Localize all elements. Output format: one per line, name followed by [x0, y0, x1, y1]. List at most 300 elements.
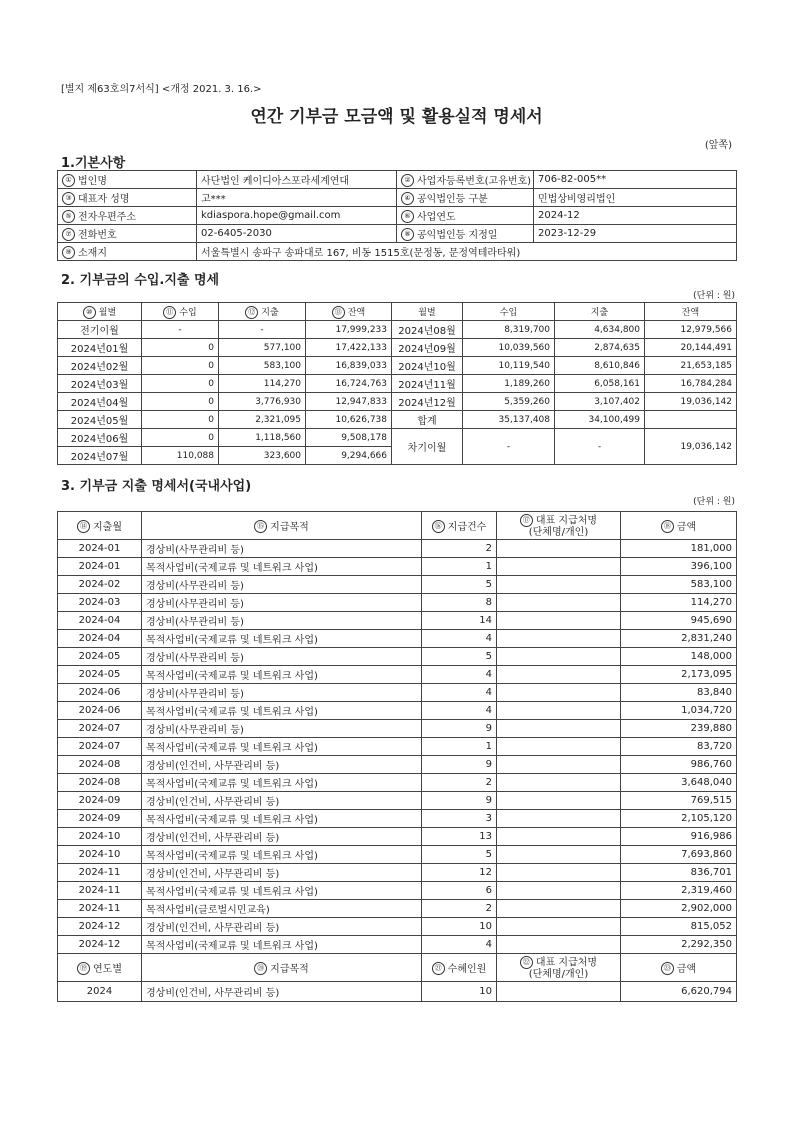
table-row — [58, 720, 737, 738]
cell-text: 2024년05월 — [70, 416, 129, 427]
table-cell — [463, 339, 555, 357]
table-cell — [422, 882, 497, 900]
cell-text: 239,880 — [690, 723, 732, 734]
cell-text: 2,105,120 — [681, 813, 732, 824]
info-row — [58, 189, 737, 207]
cell-text: 16,724,763 — [335, 378, 387, 389]
table-row — [58, 576, 737, 594]
table-cell — [142, 882, 422, 900]
table-cell — [58, 864, 142, 882]
cell-text: 4 — [485, 669, 492, 680]
cell-text: 2024-11 — [78, 867, 121, 878]
table-cell — [58, 393, 142, 411]
column-header — [58, 303, 142, 321]
cell-text: 0 — [208, 414, 214, 425]
cell-text: 83,720 — [697, 741, 732, 752]
info-value — [534, 189, 737, 207]
table-cell — [58, 594, 142, 612]
info-label — [397, 189, 534, 207]
table-cell — [142, 846, 422, 864]
table-cell — [497, 576, 621, 594]
item-number-badge: ⑧ — [401, 228, 414, 241]
table-cell — [58, 666, 142, 684]
cell-text: 396,100 — [690, 561, 732, 572]
cell-text: 2024-05 — [78, 651, 121, 662]
cell-text: 17,999,233 — [335, 324, 387, 335]
form-number: [별지 제63호의7서식] <개정 2021. 3. 16.> — [61, 84, 262, 95]
table-cell — [422, 684, 497, 702]
cell-text: - — [597, 441, 602, 452]
table-cell — [497, 630, 621, 648]
cell-text: 민법상비영리법인 — [538, 194, 616, 205]
table-header-row — [58, 303, 737, 321]
table-cell — [497, 666, 621, 684]
cell-text: 6 — [485, 885, 492, 896]
table-cell — [463, 357, 555, 375]
table-cell — [621, 630, 737, 648]
table-cell — [497, 882, 621, 900]
table-cell — [58, 882, 142, 900]
info-label — [397, 225, 534, 243]
table-cell — [621, 936, 737, 954]
table-cell — [58, 648, 142, 666]
cell-text: 945,690 — [690, 615, 732, 626]
cell-text: 사단법인 케이디아스포라세계연대 — [201, 176, 350, 187]
table-cell — [497, 594, 621, 612]
table-cell — [621, 792, 737, 810]
cell-text: 2024-12 — [78, 939, 121, 950]
cell-text: 목적사업비(국제교류 및 네트워크 사업) — [146, 635, 318, 646]
info-label — [58, 225, 197, 243]
cell-text: 2024-11 — [78, 903, 121, 914]
cell-text: 2,292,350 — [681, 939, 732, 950]
table-cell — [58, 774, 142, 792]
cell-text: 8 — [485, 597, 492, 608]
column-header — [497, 512, 621, 540]
cell-text: 2024-08 — [78, 777, 121, 788]
cell-text: 20,144,491 — [680, 342, 732, 353]
cell-text: 3,648,040 — [681, 777, 732, 788]
table-cell — [621, 720, 737, 738]
cell-text: 2024-01 — [78, 561, 121, 572]
table-cell — [58, 982, 142, 1002]
table-cell — [621, 684, 737, 702]
table-row — [58, 375, 737, 393]
cell-text: 지급건수 — [447, 521, 487, 533]
table-cell — [58, 540, 142, 558]
table-cell — [219, 339, 306, 357]
section2-unit: (단위 : 원) — [693, 291, 735, 301]
table-cell — [463, 375, 555, 393]
cell-text: 8,319,700 — [504, 324, 550, 335]
table-cell — [463, 321, 555, 339]
cell-text: 83,840 — [697, 687, 732, 698]
cell-text: 8,610,846 — [594, 360, 640, 371]
table-cell — [422, 810, 497, 828]
column-header — [555, 303, 645, 321]
table-cell — [58, 429, 142, 447]
section2-heading: 2. 기부금의 수입.지출 명세 — [61, 273, 220, 288]
cell-text: 3,776,930 — [255, 396, 301, 407]
table-row — [58, 702, 737, 720]
table-cell — [621, 594, 737, 612]
table-cell — [497, 810, 621, 828]
table-cell — [392, 339, 463, 357]
item-number-badge: ⑬ — [332, 306, 345, 319]
table-cell — [392, 321, 463, 339]
table-cell — [142, 918, 422, 936]
cell-text: 3 — [485, 813, 492, 824]
table-cell — [142, 558, 422, 576]
info-label — [58, 171, 197, 189]
cell-text: 경상비(사무관리비 등) — [146, 617, 244, 628]
cell-subtext: (단체명/개인) — [528, 968, 589, 980]
cell-text: 전자우편주소 — [78, 211, 136, 223]
info-value — [197, 171, 397, 189]
cell-text: 목적사업비(글로벌시민교육) — [146, 905, 270, 916]
address-row — [58, 243, 737, 261]
income-expense-table — [57, 302, 737, 465]
cell-text: 2024-10 — [78, 831, 121, 842]
cell-text: 수입 — [499, 308, 518, 318]
column-header — [58, 512, 142, 540]
cell-text: 4 — [485, 633, 492, 644]
table-cell — [58, 702, 142, 720]
cell-text: 목적사업비(국제교류 및 네트워크 사업) — [146, 941, 318, 952]
table-cell — [555, 411, 645, 429]
table-cell — [422, 720, 497, 738]
table-cell — [422, 936, 497, 954]
cell-text: 34,100,499 — [588, 414, 640, 425]
table-cell — [422, 900, 497, 918]
table-cell — [142, 594, 422, 612]
column-header — [392, 303, 463, 321]
cell-text: 0 — [208, 396, 214, 407]
table-cell — [555, 375, 645, 393]
cell-text: 금액 — [676, 521, 697, 533]
cell-text: 목적사업비(국제교류 및 네트워크 사업) — [146, 815, 318, 826]
cell-text: 1,034,720 — [681, 705, 732, 716]
table-cell — [422, 774, 497, 792]
cell-text: 지출 — [590, 308, 609, 318]
cell-text: 6,620,794 — [681, 986, 732, 997]
table-cell — [621, 702, 737, 720]
table-header-row — [58, 512, 737, 540]
info-value — [197, 243, 737, 261]
cell-text: 전기이월 — [80, 326, 119, 337]
table-row — [58, 738, 737, 756]
table-cell — [219, 321, 306, 339]
table-cell — [422, 630, 497, 648]
page-side: (앞쪽) — [704, 140, 732, 151]
table-cell — [621, 846, 737, 864]
table-cell — [621, 666, 737, 684]
item-number-badge: ⑪ — [163, 306, 176, 319]
table-cell — [142, 411, 219, 429]
cell-text: 2024-09 — [78, 813, 121, 824]
cell-text: 17,422,133 — [335, 342, 387, 353]
cell-text: 12,947,833 — [335, 396, 387, 407]
cell-text: 대표 지급처명 — [535, 957, 598, 968]
table-row — [58, 918, 737, 936]
cell-text: 4 — [485, 939, 492, 950]
table-cell — [58, 411, 142, 429]
table-cell — [306, 447, 392, 465]
table-cell — [392, 357, 463, 375]
table-cell — [219, 393, 306, 411]
cell-text: 2024-07 — [78, 723, 121, 734]
table-cell — [58, 321, 142, 339]
cell-text: 경상비(사무관리비 등) — [146, 599, 244, 610]
cell-text: 9 — [485, 759, 492, 770]
cell-text: 5 — [485, 579, 492, 590]
table-cell — [306, 411, 392, 429]
table-cell — [621, 648, 737, 666]
item-number-badge: ㉒ — [520, 956, 533, 969]
cell-text: 경상비(사무관리비 등) — [146, 653, 244, 664]
table-row — [58, 648, 737, 666]
cell-text: 2024년07월 — [70, 452, 129, 463]
cell-text: 10 — [479, 921, 492, 932]
table-cell — [142, 720, 422, 738]
cell-text: 35,137,408 — [498, 414, 550, 425]
cell-text: 공익법인등 지정일 — [417, 229, 498, 241]
expenditure-table — [57, 511, 737, 1002]
table-cell — [58, 900, 142, 918]
cell-text: kdiaspora.hope@gmail.com — [201, 210, 341, 221]
table-cell — [422, 576, 497, 594]
table-cell — [142, 429, 219, 447]
cell-text: 5 — [485, 651, 492, 662]
cell-text: 9 — [485, 723, 492, 734]
cell-text: 경상비(인건비, 사무관리비 등) — [146, 923, 280, 934]
cell-text: 경상비(사무관리비 등) — [146, 545, 244, 556]
item-number-badge: ⑫ — [245, 306, 258, 319]
table-cell — [142, 900, 422, 918]
table-cell — [142, 357, 219, 375]
page-title: 연간 기부금 모금액 및 활용실적 명세서 — [250, 107, 543, 127]
table-cell — [621, 774, 737, 792]
table-cell — [142, 648, 422, 666]
table-cell — [58, 612, 142, 630]
table-cell — [306, 393, 392, 411]
table-cell — [58, 756, 142, 774]
cell-text: 10 — [479, 986, 492, 997]
cell-text: 9,294,666 — [341, 450, 387, 461]
table-cell — [555, 339, 645, 357]
table-cell — [142, 630, 422, 648]
cell-text: 19,036,142 — [680, 396, 732, 407]
table-row — [58, 594, 737, 612]
table-cell — [645, 321, 737, 339]
cell-text: - — [260, 324, 264, 335]
cell-text: 목적사업비(국제교류 및 네트워크 사업) — [146, 779, 318, 790]
table-row — [58, 540, 737, 558]
table-cell — [621, 982, 737, 1002]
table-cell — [219, 375, 306, 393]
cell-text: 4 — [485, 687, 492, 698]
cell-text: 2024-09 — [78, 795, 121, 806]
table-cell — [58, 810, 142, 828]
cell-text: 16,784,284 — [680, 378, 732, 389]
column-header — [306, 303, 392, 321]
table-cell — [58, 918, 142, 936]
table-cell — [621, 576, 737, 594]
cell-text: 2024-05 — [78, 669, 121, 680]
cell-text: 수입 — [179, 307, 197, 318]
table-cell — [463, 429, 555, 465]
table-cell — [497, 846, 621, 864]
cell-text: 0 — [208, 360, 214, 371]
cell-text: 986,760 — [690, 759, 732, 770]
info-row — [58, 207, 737, 225]
cell-text: 지출월 — [93, 521, 122, 533]
info-label — [58, 243, 197, 261]
table-cell — [392, 375, 463, 393]
item-number-badge: ③ — [62, 192, 75, 205]
cell-text: 지출 — [261, 307, 279, 318]
cell-text: 02-6405-2030 — [201, 228, 272, 239]
cell-text: - — [506, 441, 511, 452]
info-label — [58, 189, 197, 207]
cell-text: 916,986 — [690, 831, 732, 842]
cell-text: 서울특별시 송파구 송파대로 167, 비동 1515호(문정동, 문정역테라타워) — [201, 248, 521, 259]
cell-text: 차기이월 — [407, 443, 447, 454]
cell-text: 2024-03 — [78, 597, 121, 608]
table-cell — [463, 393, 555, 411]
cell-text: 10,119,540 — [498, 360, 550, 371]
table-cell — [142, 684, 422, 702]
table-row — [58, 828, 737, 846]
cell-text: 2024년08월 — [398, 326, 456, 337]
table-cell — [497, 864, 621, 882]
cell-text: 잔액 — [347, 307, 366, 318]
cell-text: 연도별 — [93, 963, 122, 975]
cell-text: 13 — [479, 831, 492, 842]
item-number-badge: ⑲ — [77, 962, 90, 975]
table-row — [58, 321, 737, 339]
info-label — [397, 171, 534, 189]
cell-text: 14 — [479, 615, 492, 626]
cell-text: 12,979,566 — [680, 324, 732, 335]
cell-text: 114,270 — [690, 597, 732, 608]
table-row — [58, 900, 737, 918]
table-cell — [142, 982, 422, 1002]
cell-text: 월별 — [98, 307, 117, 318]
cell-text: 금액 — [676, 963, 697, 975]
table-cell — [219, 447, 306, 465]
item-number-badge: ⑳ — [254, 962, 267, 975]
table-cell — [142, 774, 422, 792]
table-cell — [621, 540, 737, 558]
table-row — [58, 357, 737, 375]
table-cell — [142, 321, 219, 339]
table-cell — [497, 936, 621, 954]
cell-text: 577,100 — [263, 342, 301, 353]
table-cell — [621, 738, 737, 756]
table-cell — [645, 357, 737, 375]
table-row — [58, 846, 737, 864]
cell-text: 수혜인원 — [447, 963, 487, 975]
cell-text: 10,039,560 — [498, 342, 550, 353]
item-number-badge: ② — [401, 174, 414, 187]
table-cell — [422, 828, 497, 846]
table-cell — [645, 411, 737, 429]
cell-text: 2,321,095 — [255, 414, 301, 425]
table-cell — [621, 864, 737, 882]
table-cell — [58, 738, 142, 756]
table-cell — [142, 936, 422, 954]
table-cell — [142, 864, 422, 882]
table-cell — [142, 375, 219, 393]
table-cell — [555, 357, 645, 375]
cell-text: 2024-01 — [78, 543, 121, 554]
cell-text: 323,600 — [263, 450, 301, 461]
info-label — [58, 207, 197, 225]
cell-text: 2024-11 — [78, 885, 121, 896]
table-cell — [58, 339, 142, 357]
cell-text: 2023-12-29 — [538, 228, 597, 239]
table-cell — [422, 756, 497, 774]
table-cell — [142, 576, 422, 594]
cell-text: 148,000 — [690, 651, 732, 662]
cell-text: 2024년11월 — [398, 380, 456, 391]
table-cell — [645, 429, 737, 465]
table-cell — [422, 792, 497, 810]
item-number-badge: ⑱ — [661, 520, 674, 533]
cell-text: 5,359,260 — [504, 396, 550, 407]
cell-text: 공익법인등 구분 — [417, 193, 488, 205]
table-cell — [422, 864, 497, 882]
table-cell — [621, 558, 737, 576]
table-cell — [142, 756, 422, 774]
column-header — [142, 954, 422, 982]
table-cell — [497, 900, 621, 918]
table-cell — [306, 357, 392, 375]
cell-text: 4 — [485, 705, 492, 716]
table-cell — [422, 702, 497, 720]
table-cell — [306, 429, 392, 447]
info-label — [397, 207, 534, 225]
cell-text: 2024-02 — [78, 579, 121, 590]
info-row — [58, 171, 737, 189]
table-cell — [392, 393, 463, 411]
info-row — [58, 225, 737, 243]
cell-text: 583,100 — [263, 360, 301, 371]
table-row — [58, 393, 737, 411]
table-cell — [621, 900, 737, 918]
item-number-badge: ㉑ — [432, 962, 445, 975]
column-header — [497, 954, 621, 982]
cell-text: 7,693,860 — [681, 849, 732, 860]
table-header-row — [58, 954, 737, 982]
table-row — [58, 882, 737, 900]
cell-text: 2,874,635 — [594, 342, 640, 353]
table-cell — [392, 411, 463, 429]
cell-text: 지급목적 — [270, 521, 309, 533]
column-header — [422, 954, 497, 982]
cell-text: 2024년12월 — [398, 398, 456, 409]
table-cell — [58, 720, 142, 738]
table-cell — [306, 375, 392, 393]
cell-text: 6,058,161 — [594, 378, 640, 389]
table-cell — [497, 792, 621, 810]
section3-unit: (단위 : 원) — [693, 497, 735, 507]
table-cell — [422, 594, 497, 612]
table-cell — [555, 393, 645, 411]
table-cell — [58, 684, 142, 702]
cell-text: 12 — [479, 867, 492, 878]
